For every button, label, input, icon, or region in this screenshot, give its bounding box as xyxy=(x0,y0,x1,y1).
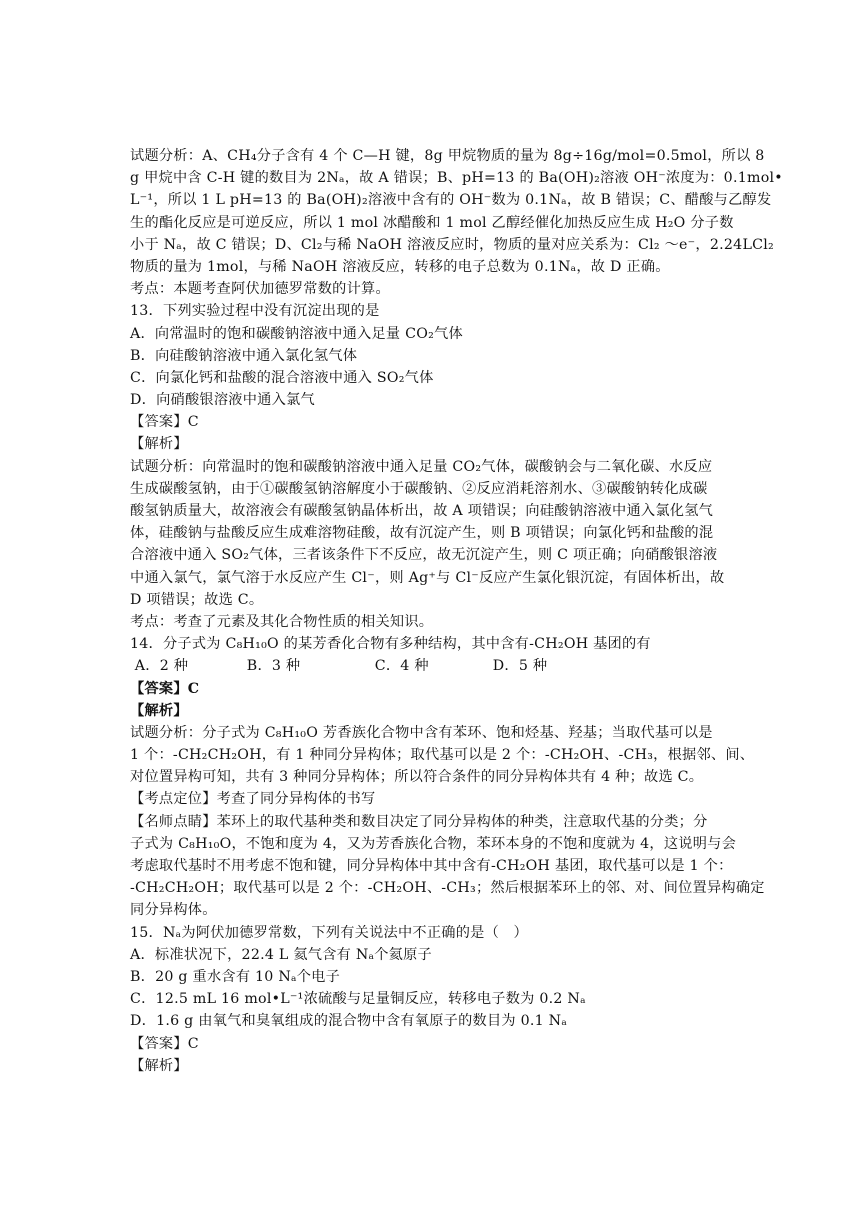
kaodian-dingwei: 【考点定位】考查了同分异构体的书写 xyxy=(130,791,376,808)
analysis-line: D 项错误；故选 C。 xyxy=(130,591,264,608)
analysis-line: 试题分析：向常温时的饱和碳酸钠溶液中通入足量 CO₂气体，碳酸钠会与二氧化碳、水反应 xyxy=(130,458,713,475)
question-stem: 14．分子式为 C₈H₁₀O 的某芳香化合物有多种结构，其中含有-CH₂OH 基团的有 xyxy=(130,636,651,653)
analysis-line: 小于 Nₐ，故 C 错误；D、Cl₂与稀 NaOH 溶液反应时，物质的量对应关系为：Cl₂ ～e⁻，2.24LCl₂ xyxy=(130,236,774,253)
answer-line: 【答案】C xyxy=(130,1035,199,1052)
analysis-line: 中通入氯气，氯气溶于水反应产生 Cl⁻，则 Ag⁺与 Cl⁻反应产生氯化银沉淀，有固体析出，故 xyxy=(130,569,725,586)
analysis-line: 酸氢钠质量大，故溶液会有碳酸氢钠晶体析出，故 A 项错误；向硅酸钠溶液中通入氯化氢气 xyxy=(130,503,714,519)
document-content xyxy=(130,145,783,1077)
question-stem: 15．Nₐ为阿伏加德罗常数，下列有关说法中不正确的是（ ） xyxy=(130,924,528,941)
analysis-line: 对位置异构可知，共有 3 种同分异构体；所以符合条件的同分异构体共有 4 种；故选 C。 xyxy=(130,769,704,786)
kaodian-line: 考点：本题考查阿伏加德罗常数的计算。 xyxy=(130,281,390,298)
analysis-line: 试题分析：分子式为 C₈H₁₀O 芳香族化合物中含有苯环、饱和烃基、羟基；当取代基可以是 xyxy=(130,724,713,741)
option-a: A．标准状况下，22.4 L 氦气含有 Nₐ个氦原子 xyxy=(130,946,432,963)
analysis-line: L⁻¹，所以 1 L pH=13 的 Ba(OH)₂溶液中含有的 OH⁻数为 0.1Nₐ，故 B 错误；C、醋酸与乙醇发 xyxy=(130,192,772,209)
kaodian-line: 考点：考查了元素及其化合物性质的相关知识。 xyxy=(130,613,434,630)
jiexi-heading: 【解析】 xyxy=(130,436,188,453)
question-stem: 13．下列实验过程中没有沉淀出现的是 xyxy=(130,303,380,320)
option-d: D．5 种 xyxy=(492,658,548,675)
analysis-line: 物质的量为 1mol，与稀 NaOH 溶液反应，转移的电子总数为 0.1Nₐ，故 D 正确。 xyxy=(130,258,670,275)
option-d: D．向硝酸银溶液中通入氯气 xyxy=(130,392,315,409)
analysis-line: 合溶液中通入 SO₂气体，三者该条件下不反应，故无沉淀产生，则 C 项正确；向硝酸银溶液 xyxy=(130,547,718,564)
option-c: C．向氯化钙和盐酸的混合溶液中通入 SO₂气体 xyxy=(130,369,434,386)
option-b: B．向硅酸钠溶液中通入氯化氢气体 xyxy=(130,347,358,364)
mingshi-line: 考虑取代基时不用考虑不饱和键，同分异构体中其中含有-CH₂OH 基团，取代基可以是 1 个： xyxy=(130,858,733,874)
analysis-line: 试题分析：A、CH₄分子含有 4 个 C—H 键，8g 甲烷物质的量为 8g÷16g/mol=0.5mol，所以 8 xyxy=(130,148,765,164)
answer-line: 【答案】C xyxy=(130,680,200,697)
analysis-line: 1 个：-CH₂CH₂OH，有 1 种同分异构体；取代基可以是 2 个：-CH₂OH、-CH₃，根据邻、间、 xyxy=(130,747,755,764)
mingshi-line: 子式为 C₈H₁₀O，不饱和度为 4，又为芳香族化合物，苯环本身的不饱和度就为 4，这说明与会 xyxy=(130,835,737,852)
mingshi-line: -CH₂CH₂OH；取代基可以是 2 个：-CH₂OH、-CH₃；然后根据苯环上的邻、对、间位置异构确定 xyxy=(130,880,765,897)
option-b: B．3 种 xyxy=(246,658,301,675)
option-a: A．2 种 xyxy=(134,658,189,675)
option-c: C．12.5 mL 16 mol•L⁻¹浓硫酸与足量铜反应，转移电子数为 0.2 Nₐ xyxy=(130,991,586,1008)
analysis-line: 生成碳酸氢钠，由于①碳酸氢钠溶解度小于碳酸钠、②反应消耗溶剂水、③碳酸钠转化成碳 xyxy=(130,480,708,497)
analysis-line: 生的酯化反应是可逆反应，所以 1 mol 冰醋酸和 1 mol 乙醇经催化加热反应生成 H₂O 分子数 xyxy=(130,214,734,231)
mingshi-line: 【名师点睛】苯环上的取代基种类和数目决定了同分异构体的种类，注意取代基的分类；分 xyxy=(130,813,708,830)
option-b: B．20 g 重水含有 10 Nₐ个电子 xyxy=(130,968,341,985)
answer-line: 【答案】C xyxy=(130,414,199,431)
option-c: C．4 种 xyxy=(374,658,429,675)
analysis-line: 体，硅酸钠与盐酸反应生成难溶物硅酸，故有沉淀产生，则 B 项错误；向氯化钙和盐酸的混 xyxy=(130,525,714,542)
jiexi-heading: 【解析】 xyxy=(130,1057,188,1074)
analysis-line: g 甲烷中含 C-H 键的数目为 2Nₐ，故 A 错误；B、pH=13 的 Ba(OH)₂溶液 OH⁻浓度为：0.1mol• xyxy=(130,170,783,187)
option-a: A．向常温时的饱和碳酸钠溶液中通入足量 CO₂气体 xyxy=(130,325,463,342)
mingshi-line: 同分异构体。 xyxy=(130,902,217,919)
jiexi-heading: 【解析】 xyxy=(130,702,188,719)
option-d: D．1.6 g 由氧气和臭氧组成的混合物中含有氧原子的数目为 0.1 Nₐ xyxy=(130,1013,568,1030)
options-row xyxy=(130,655,740,677)
